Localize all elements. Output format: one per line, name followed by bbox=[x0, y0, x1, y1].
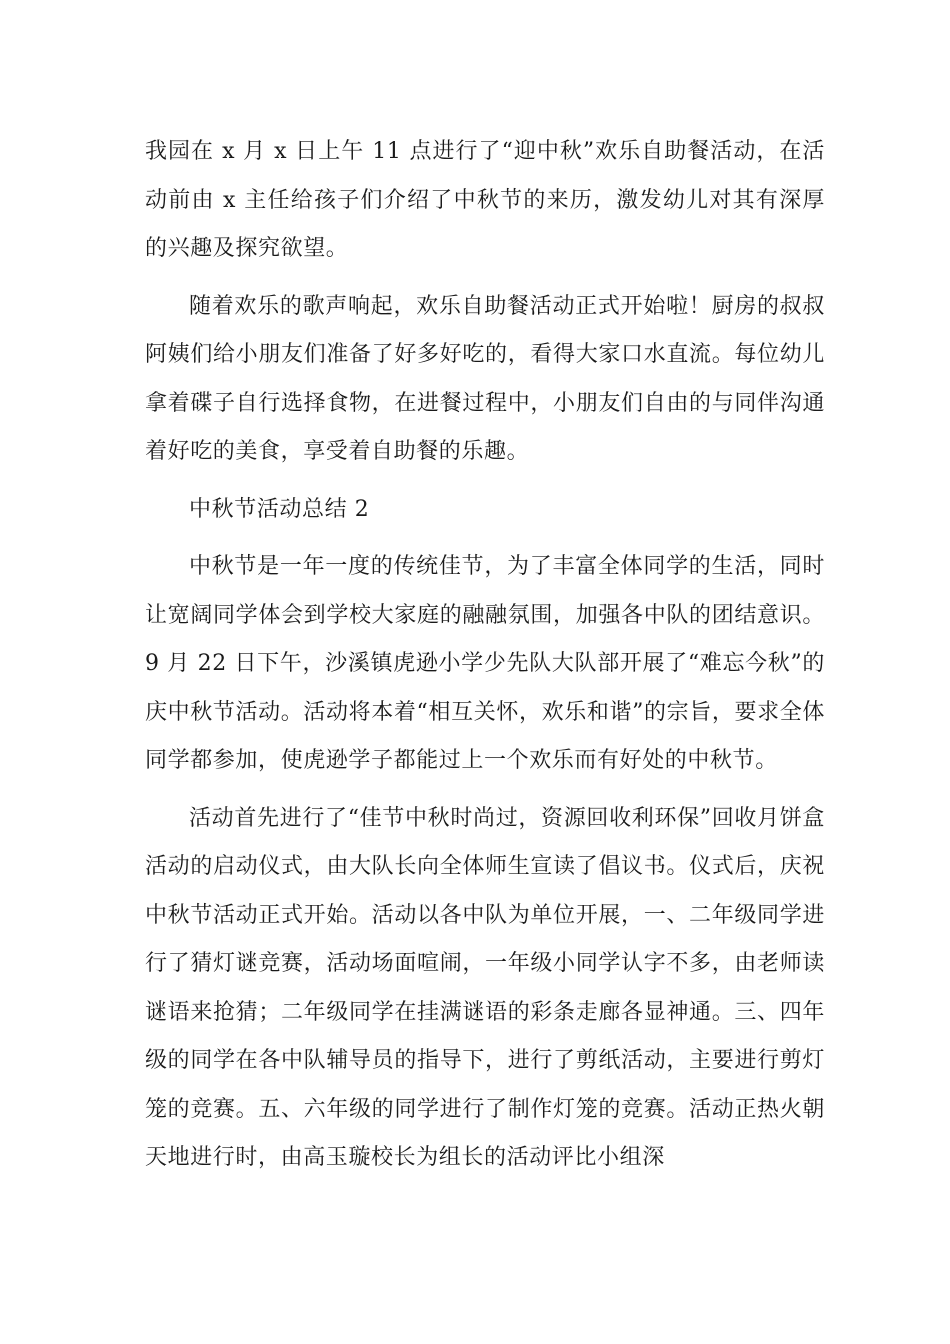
paragraph-4: 活动首先进行了“佳节中秋时尚过，资源回收利环保”回收月饼盒活动的启动仪式，由大队长向全体师生宣读了倡议书。仪式后，庆祝中秋节活动正式开始。活动以各中队为单位开展，一、二年级同学进行了猜灯谜竞赛，活动场面喧闹，一年级小同学认字不多，由老师读谜语来抢猜；二年级同学在挂满谜语的彩条走廊各显神通。三、四年级的同学在各中队辅导员的指导下，进行了剪纸活动，主要进行剪灯笼的竞赛。五、六年级的同学进行了制作灯笼的竞赛。活动正热火朝天地进行时，由高玉璇校长为组长的活动评比小组深 bbox=[145, 805, 825, 1170]
paragraph-2: 随着欢乐的歌声响起，欢乐自助餐活动正式开始啦！厨房的叔叔阿姨们给小朋友们准备了好多好吃的，看得大家口水直流。每位幼儿拿着碟子自行选择食物，在进餐过程中，小朋友们自由的与同伴沟通着好吃的美食，享受着自助餐的乐趣。 bbox=[145, 293, 825, 464]
section-heading: 中秋节活动总结 2 bbox=[189, 496, 370, 522]
document-body bbox=[145, 128, 825, 1192]
paragraph-3: 中秋节是一年一度的传统佳节，为了丰富全体同学的生活，同时让宽阔同学体会到学校大家庭的融融氛围，加强各中队的团结意识。9 月 22 日下午，沙溪镇虎逊小学少先队大队部开展了“难忘今秋”的庆中秋节活动。活动将本着“相互关怀，欢乐和谐”的宗旨，要求全体同学都参加，使虎逊学子都能过上一个欢乐而有好处的中秋节。 bbox=[145, 554, 825, 773]
paragraph-1: 我园在 x 月 x 日上午 11 点进行了“迎中秋”欢乐自助餐活动，在活动前由 x 主任给孩子们介绍了中秋节的来历，激发幼儿对其有深厚的兴趣及探究欲望。 bbox=[145, 139, 825, 261]
